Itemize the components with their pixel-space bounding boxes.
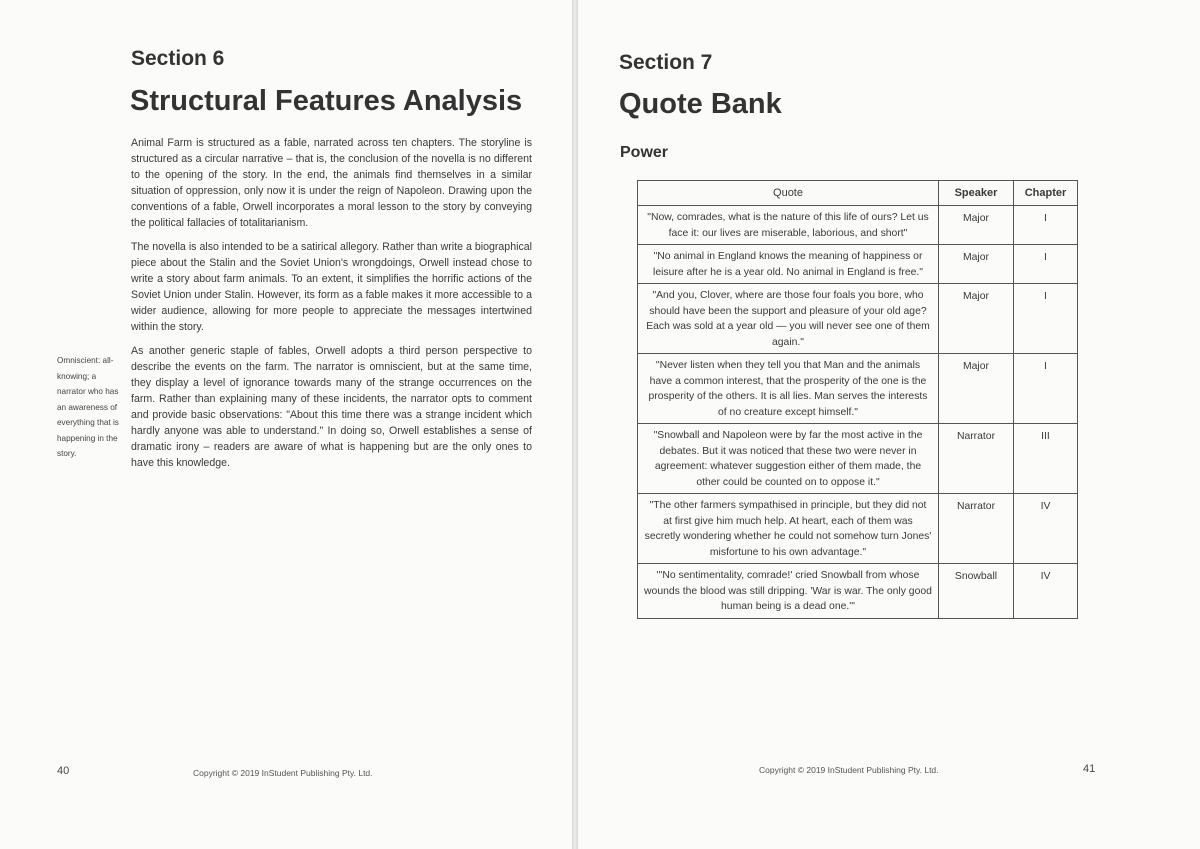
- page-number-left: 40: [57, 765, 70, 777]
- header-chapter: Chapter: [1014, 181, 1078, 206]
- table-row: [638, 206, 1078, 245]
- table-header-row: [638, 181, 1078, 206]
- subheading-power: Power: [620, 144, 669, 161]
- speaker-cell: Major: [939, 354, 1014, 424]
- paragraph-2: The novella is also intended to be a satirical allegory. Rather than write a biographical piece about the Stalin and the Soviet Union's wrongdoings, Orwell instead chose to write a story about farm animals. To an extent, it simplifies the horrific actions of the Soviet Union under Stalin. However, its form as a fable makes it more accessible to a wider audience, allowing for more people to appreciate the messages intertwined within the story.: [131, 241, 532, 333]
- table-row: [638, 494, 1078, 564]
- chapter-cell: I: [1014, 354, 1078, 424]
- chapter-cell: I: [1014, 206, 1078, 245]
- body-text: [131, 135, 532, 479]
- header-quote: Quote: [638, 181, 939, 206]
- chapter-cell: I: [1014, 284, 1078, 354]
- quote-cell: "And you, Clover, where are those four foals you bore, who should have been the support and pleasure of your old age? Each was sold at a year old — you will never see one of them again.": [638, 284, 939, 354]
- page-title-left: Structural Features Analysis: [130, 85, 523, 117]
- quote-cell: "The other farmers sympathised in principle, but they did not at first give him much help. At heart, each of them was secretly wondering whether he could not somehow turn Jones' misfortune to his own advantage.": [638, 494, 939, 564]
- chapter-cell: I: [1014, 245, 1078, 284]
- speaker-cell: Major: [939, 206, 1014, 245]
- paragraph-1: Animal Farm is structured as a fable, narrated across ten chapters. The storyline is structured as a circular narrative – that is, the conclusion of the novella is no different to the opening of the story. In the end, the animals find themselves in a similar situation of oppression, only now it is under the reign of Napoleon. Drawing upon the conventions of a fable, Orwell incorporates a moral lesson to the story by conveying the political fallacies of totalitarianism.: [131, 137, 532, 229]
- margin-note-definition: all-knowing; a narrator who has an awareness of everything that is happening in the story.: [57, 356, 119, 458]
- footer-right: Copyright © 2019 InStudent Publishing Pty. Ltd.: [759, 765, 939, 775]
- quote-cell: "Now, comrades, what is the nature of this life of ours? Let us face it: our lives are miserable, laborious, and short": [638, 206, 939, 245]
- quote-cell: "Never listen when they tell you that Man and the animals have a common interest, that the prosperity of the one is the prosperity of the others. It is all lies. Man serves the interests of no creature except himself.": [638, 354, 939, 424]
- page-number-right: 41: [1083, 763, 1096, 775]
- speaker-cell: Narrator: [939, 494, 1014, 564]
- table-row: [638, 354, 1078, 424]
- paragraph-3: As another generic staple of fables, Orwell adopts a third person perspective to describe the events on the farm. The narrator is omniscient, but at the same time, they display a level of ignorance towards many of the strange occurrences on the farm. Rather than explaining many of these incidents, the narrator opts to comment and provide basic observations: "About this time there was a strange incident which hardly anyone was able to understand." In doing so, Orwell establishes a sense of dramatic irony – readers are aware of what is happening but are the only ones to have this knowledge.: [131, 345, 532, 469]
- header-speaker: Speaker: [939, 181, 1014, 206]
- table-row: [638, 245, 1078, 284]
- speaker-cell: Narrator: [939, 424, 1014, 494]
- section-label-left: Section 6: [131, 47, 225, 70]
- speaker-cell: Snowball: [939, 564, 1014, 619]
- chapter-cell: IV: [1014, 494, 1078, 564]
- speaker-cell: Major: [939, 284, 1014, 354]
- quote-cell: "Snowball and Napoleon were by far the most active in the debates. But it was noticed that these two were never in agreement: whatever suggestion either of them made, the other could be counted on to oppose it.": [638, 424, 939, 494]
- section-label-right: Section 7: [619, 51, 713, 74]
- speaker-cell: Major: [939, 245, 1014, 284]
- quote-table: [637, 180, 1078, 619]
- page-title-right: Quote Bank: [619, 88, 782, 120]
- footer-left: Copyright © 2019 InStudent Publishing Pty. Ltd.: [193, 768, 373, 778]
- table-row: [638, 284, 1078, 354]
- table-row: [638, 564, 1078, 619]
- margin-note: [57, 353, 123, 462]
- chapter-cell: IV: [1014, 564, 1078, 619]
- quote-cell: "No animal in England knows the meaning of happiness or leisure after he is a year old. No animal in England is free.": [638, 245, 939, 284]
- quote-cell: "'No sentimentality, comrade!' cried Snowball from whose wounds the blood was still dripping. 'War is war. The only good human being is a dead one.'": [638, 564, 939, 619]
- chapter-cell: III: [1014, 424, 1078, 494]
- table-row: [638, 424, 1078, 494]
- margin-note-term: Omniscient:: [57, 356, 101, 365]
